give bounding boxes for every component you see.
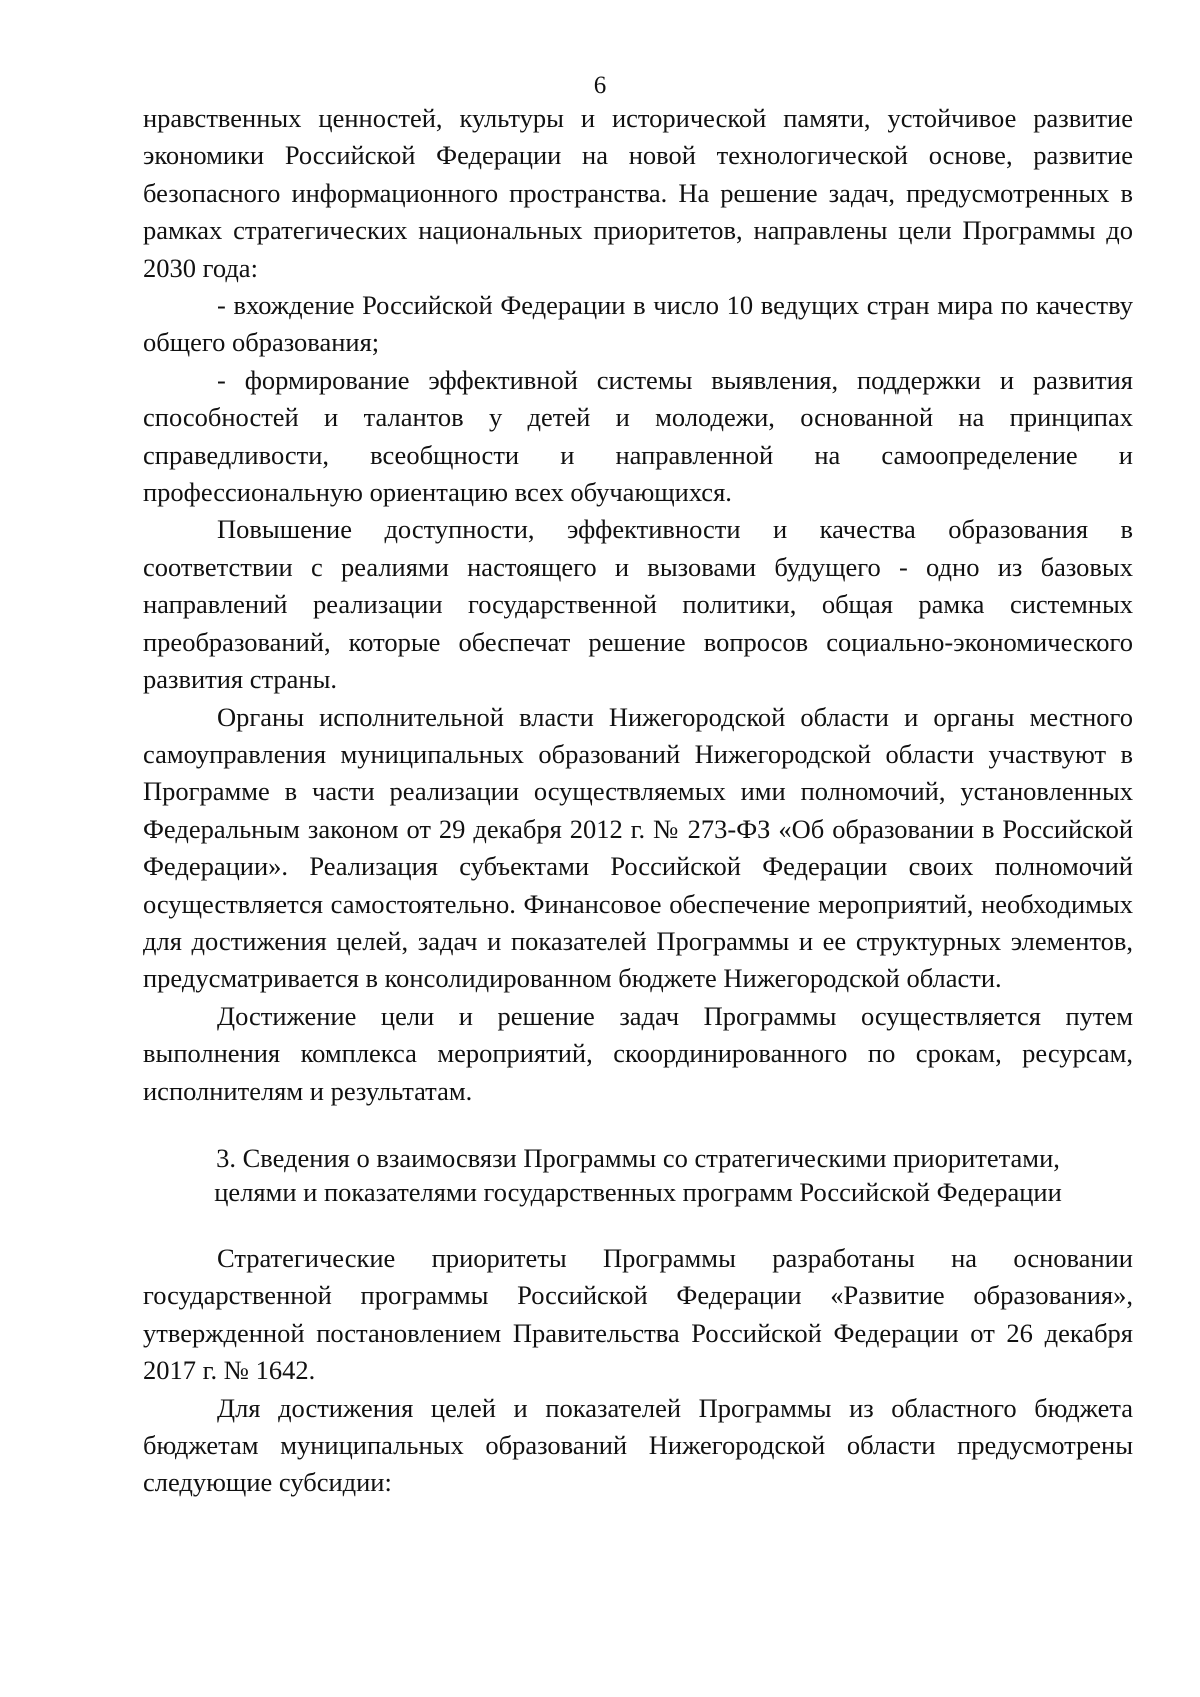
list-item-goal-1: - вхождение Российской Федерации в число 10 ведущих стран мира по качеству общего образования; bbox=[143, 290, 1133, 358]
section-heading-line-2: целями и показателями государственных программ Российской Федерации bbox=[214, 1176, 1062, 1207]
paragraph-achievement: Достижение цели и решение задач Программы осуществляется путем выполнения комплекса мероприятий, скоординированного по срокам, ресурсам, исполнителям и результатам. bbox=[143, 1000, 1133, 1106]
page-number: 6 bbox=[593, 72, 607, 99]
paragraph-subsidies: Для достижения целей и показателей Программы из областного бюджета бюджетам муниципальных образований Нижегородской области предусмотрены следующие субсидии: bbox=[143, 1392, 1133, 1498]
document-body bbox=[143, 100, 1133, 1502]
paragraph-strategic-priorities: Стратегические приоритеты Программы разработаны на основании государственной программы Российской Федерации «Развитие образования», утвержденной постановлением Правительства Российской Федерации от 26 декабря 2017 г. № 1642. bbox=[143, 1242, 1133, 1386]
paragraph-continuation: нравственных ценностей, культуры и исторической памяти, устойчивое развитие экономики Российской Федерации на новой технологической основе, развитие безопасного информационного пространства. На решение задач, предусмотренных в рамках стратегических национальных приоритетов, направлены цели Программы до 2030 года: bbox=[143, 103, 1133, 283]
paragraph-authorities: Органы исполнительной власти Нижегородской области и органы местного самоуправления муниципальных образований Нижегородской области участвуют в Программе в части реализации осуществляемых ими полномочий, установленных Федеральным законом от 29 декабря 2012 г. № 273-ФЗ «Об образовании в Российской Федерации». Реализация субъектами Российской Федерации своих полномочий осуществляется самостоятельно. Финансовое обеспечение мероприятий, необходимых для достижения целей, задач и показателей Программы и ее структурных элементов, предусматривается в консолидированном бюджете Нижегородской области. bbox=[143, 701, 1133, 994]
section-heading bbox=[143, 1141, 1133, 1209]
list-item-goal-2: - формирование эффективной системы выявления, поддержки и развития способностей и талантов у детей и молодежи, основанной на принципах справедливости, всеобщности и направленной на самоопределение и профессиональную ориентацию всех обучающихся. bbox=[143, 364, 1133, 508]
section-heading-line-1: 3. Сведения о взаимосвязи Программы со стратегическими приоритетами, bbox=[216, 1142, 1060, 1173]
paragraph-accessibility: Повышение доступности, эффективности и качества образования в соответствии с реалиями настоящего и вызовами будущего - одно из базовых направлений реализации государственной политики, общая рамка системных преобразований, которые обеспечат решение вопросов социально-экономического развития страны. bbox=[143, 514, 1133, 695]
